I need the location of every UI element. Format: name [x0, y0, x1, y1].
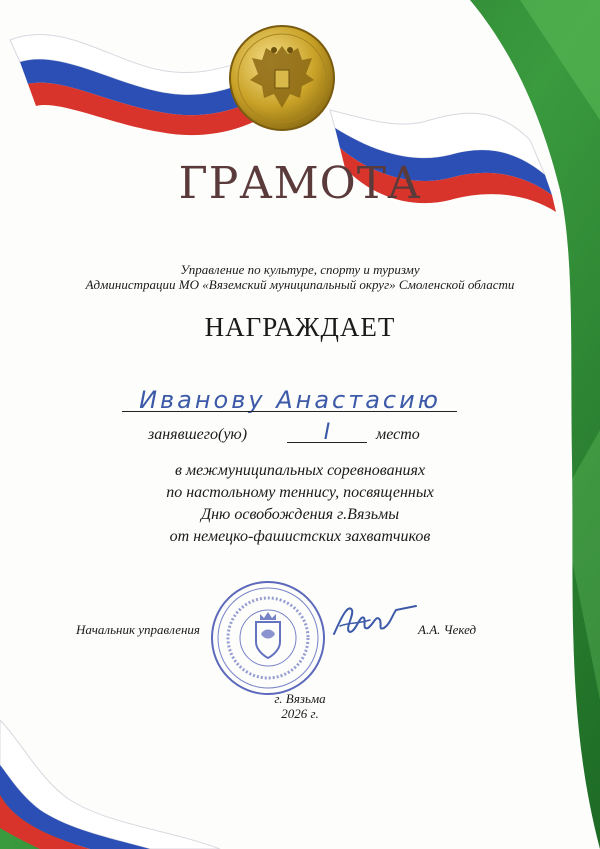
issue-year: 2026 г.: [281, 706, 319, 721]
place-suffix: место: [376, 426, 420, 443]
description-line-2: по настольному теннису, посвященных: [166, 484, 434, 501]
awards-heading: НАГРАЖДАЕТ: [204, 312, 396, 342]
signatory-name: А.А. Чекед: [418, 622, 477, 637]
description-line-4: от немецко-фашистских захватчиков: [169, 528, 431, 545]
recipient-name: Ивановy Анастасию: [139, 386, 441, 414]
handwritten-signature-icon: [330, 596, 420, 646]
issuer-line-2: Администрации МО «Вяземский муниципальный округ» Смоленской области: [85, 277, 515, 292]
signatory-role: Начальник управления: [76, 622, 200, 637]
issue-city: г. Вязьма: [274, 691, 326, 706]
certificate-title: ГРАМОТА: [178, 158, 422, 209]
description-line-3: Дню освобождения г.Вязьмы: [200, 506, 400, 523]
official-seal-icon: [208, 578, 328, 698]
coat-of-arms-icon: [228, 24, 336, 132]
issuer-line-1: Управление по культуре, спорту и туризму: [180, 262, 420, 277]
place-label: занявшего(ую): [148, 426, 248, 443]
recipient-underline: [122, 411, 457, 412]
description-line-1: в межмуниципальных соревнованиях: [174, 462, 426, 479]
place-underline: [287, 442, 367, 443]
place-value: I: [323, 420, 331, 445]
